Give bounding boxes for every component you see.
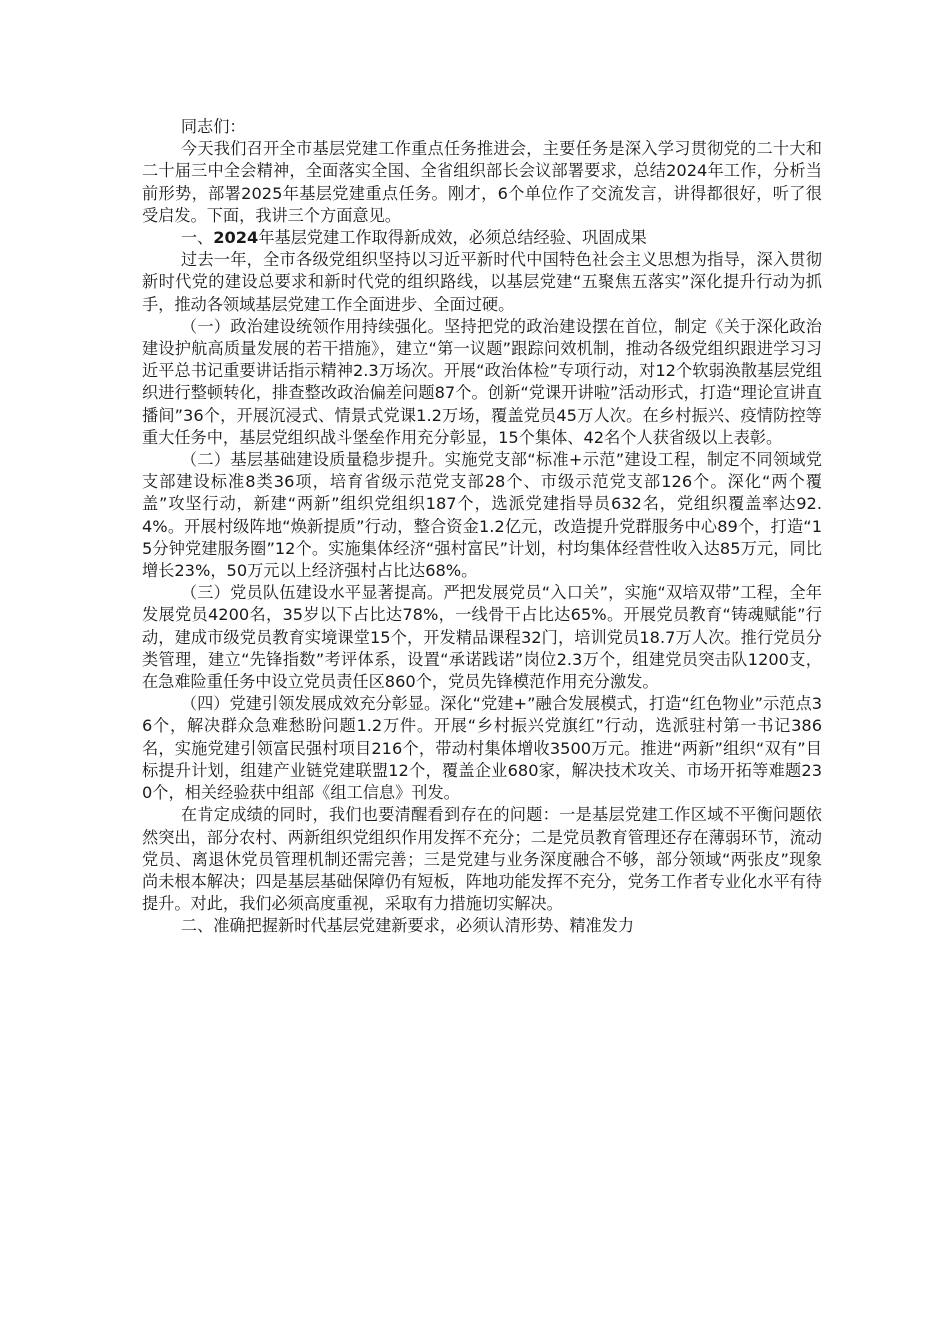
item-4-paragraph: （四）党建引领发展成效充分彰显。深化“党建+”融合发展模式，打造“红色物业”示范点36个，解决群众急难愁盼问题1.2万件。开展“乡村振兴党旗红”行动，选派驻村第一书记386名，实施党建引领富民强村项目216个，带动村集体增收3500万元。推进“两新”组织“双有”目标提升计划，组建产业链党建联盟12个，覆盖企业680家，解决技术攻关、市场开拓等难题230个，相关经验获中组部《组工信息》刊发。 <box>142 694 822 803</box>
intro-paragraph: 今天我们召开全市基层党建工作重点任务推进会，主要任务是深入学习贯彻党的二十大和二十届三中全会精神，全面落实全国、全省组织部长会议部署要求，总结2024年工作，分析当前形势，部署2025年基层党建重点任务。刚才，6个单位作了交流发言，讲得都很好，听了很受启发。下面，我讲三个方面意见。 <box>142 139 822 225</box>
section-heading-1-text: 年基层党建工作取得新成效，必须总结经验、巩固成果 <box>258 228 647 248</box>
item-1-paragraph: （一）政治建设统领作用持续强化。坚持把党的政治建设摆在首位，制定《关于深化政治建设护航高质量发展的若干措施》，建立“第一议题”跟踪问效机制，推动各级党组织跟进学习习近平总书记重要讲话指示精神2.3万场次。开展“政治体检”专项行动，对12个软弱涣散基层党组织进行整顿转化，排查整改政治偏差问题87个。创新“党课开讲啦”活动形式，打造“理论宣讲直播间”36个，开展沉浸式、情景式党课1.2万场，覆盖党员45万人次。在乡村振兴、疫情防控等重大任务中，基层党组织战斗堡垒作用充分彰显，15个集体、42名个人获省级以上表彰。 <box>142 316 822 447</box>
section-heading-1 <box>142 227 822 249</box>
item-3-paragraph: （三）党员队伍建设水平显著提高。严把发展党员“入口关”，实施“双培双带”工程，全年发展党员4200名，35岁以下占比达78%，一线骨干占比达65%。开展党员教育“铸魂赋能”行动，建成市级党员教育实境课堂15个，开发精品课程32门，培训党员18.7万人次。推行党员分类管理，建立“先锋指数”考评体系，设置“承诺践诺”岗位2.3万个，组建党员突击队1200支，在急难险重任务中设立党员责任区860个，党员先锋模范作用充分激发。 <box>142 583 822 692</box>
section-heading-2: 二、准确把握新时代基层党建新要求，必须认清形势、精准发力 <box>180 916 635 936</box>
salutation: 同志们： <box>180 117 246 136</box>
problems-paragraph: 在肯定成绩的同时，我们也要清醒看到存在的问题：一是基层党建工作区域不平衡问题依然突出，部分农村、两新组织党组织作用发挥不充分；二是党员教育管理还存在薄弱环节，流动党员、离退休党员管理机制还需完善；三是党建与业务深度融合不够，部分领域“两张皮”现象尚未根本解决；四是基层基础保障仍有短板，阵地功能发挥不充分，党务工作者专业化水平有待提升。对此，我们必须高度重视，采取有力措施切实解决。 <box>142 805 822 914</box>
section-heading-1-year: 2024 <box>213 228 259 248</box>
document-body <box>142 116 822 938</box>
item-2-paragraph: （二）基层基础建设质量稳步提升。实施党支部“标准+示范”建设工程，制定不同领域党支部建设标准8类36项，培育省级示范党支部28个、市级示范党支部126个。深化“两个覆盖”攻坚行动，新建“两新”组织党组织187个，选派党建指导员632名，党组织覆盖率达92.4%。开展村级阵地“焕新提质”行动，整合资金1.2亿元，改造提升党群服务中心89个，打造“15分钟党建服务圈”12个。实施集体经济“强村富民”计划，村均集体经营性收入达85万元，同比增长23%，50万元以上经济强村占比达68%。 <box>142 450 822 581</box>
section-heading-1-prefix: 一、 <box>180 228 214 248</box>
section-1-overview: 过去一年，全市各级党组织坚持以习近平新时代中国特色社会主义思想为指导，深入贯彻新时代党的建设总要求和新时代党的组织路线，以基层党建“五聚焦五落实”深化提升行动为抓手，推动各领域基层党建工作全面进步、全面过硬。 <box>142 250 822 314</box>
